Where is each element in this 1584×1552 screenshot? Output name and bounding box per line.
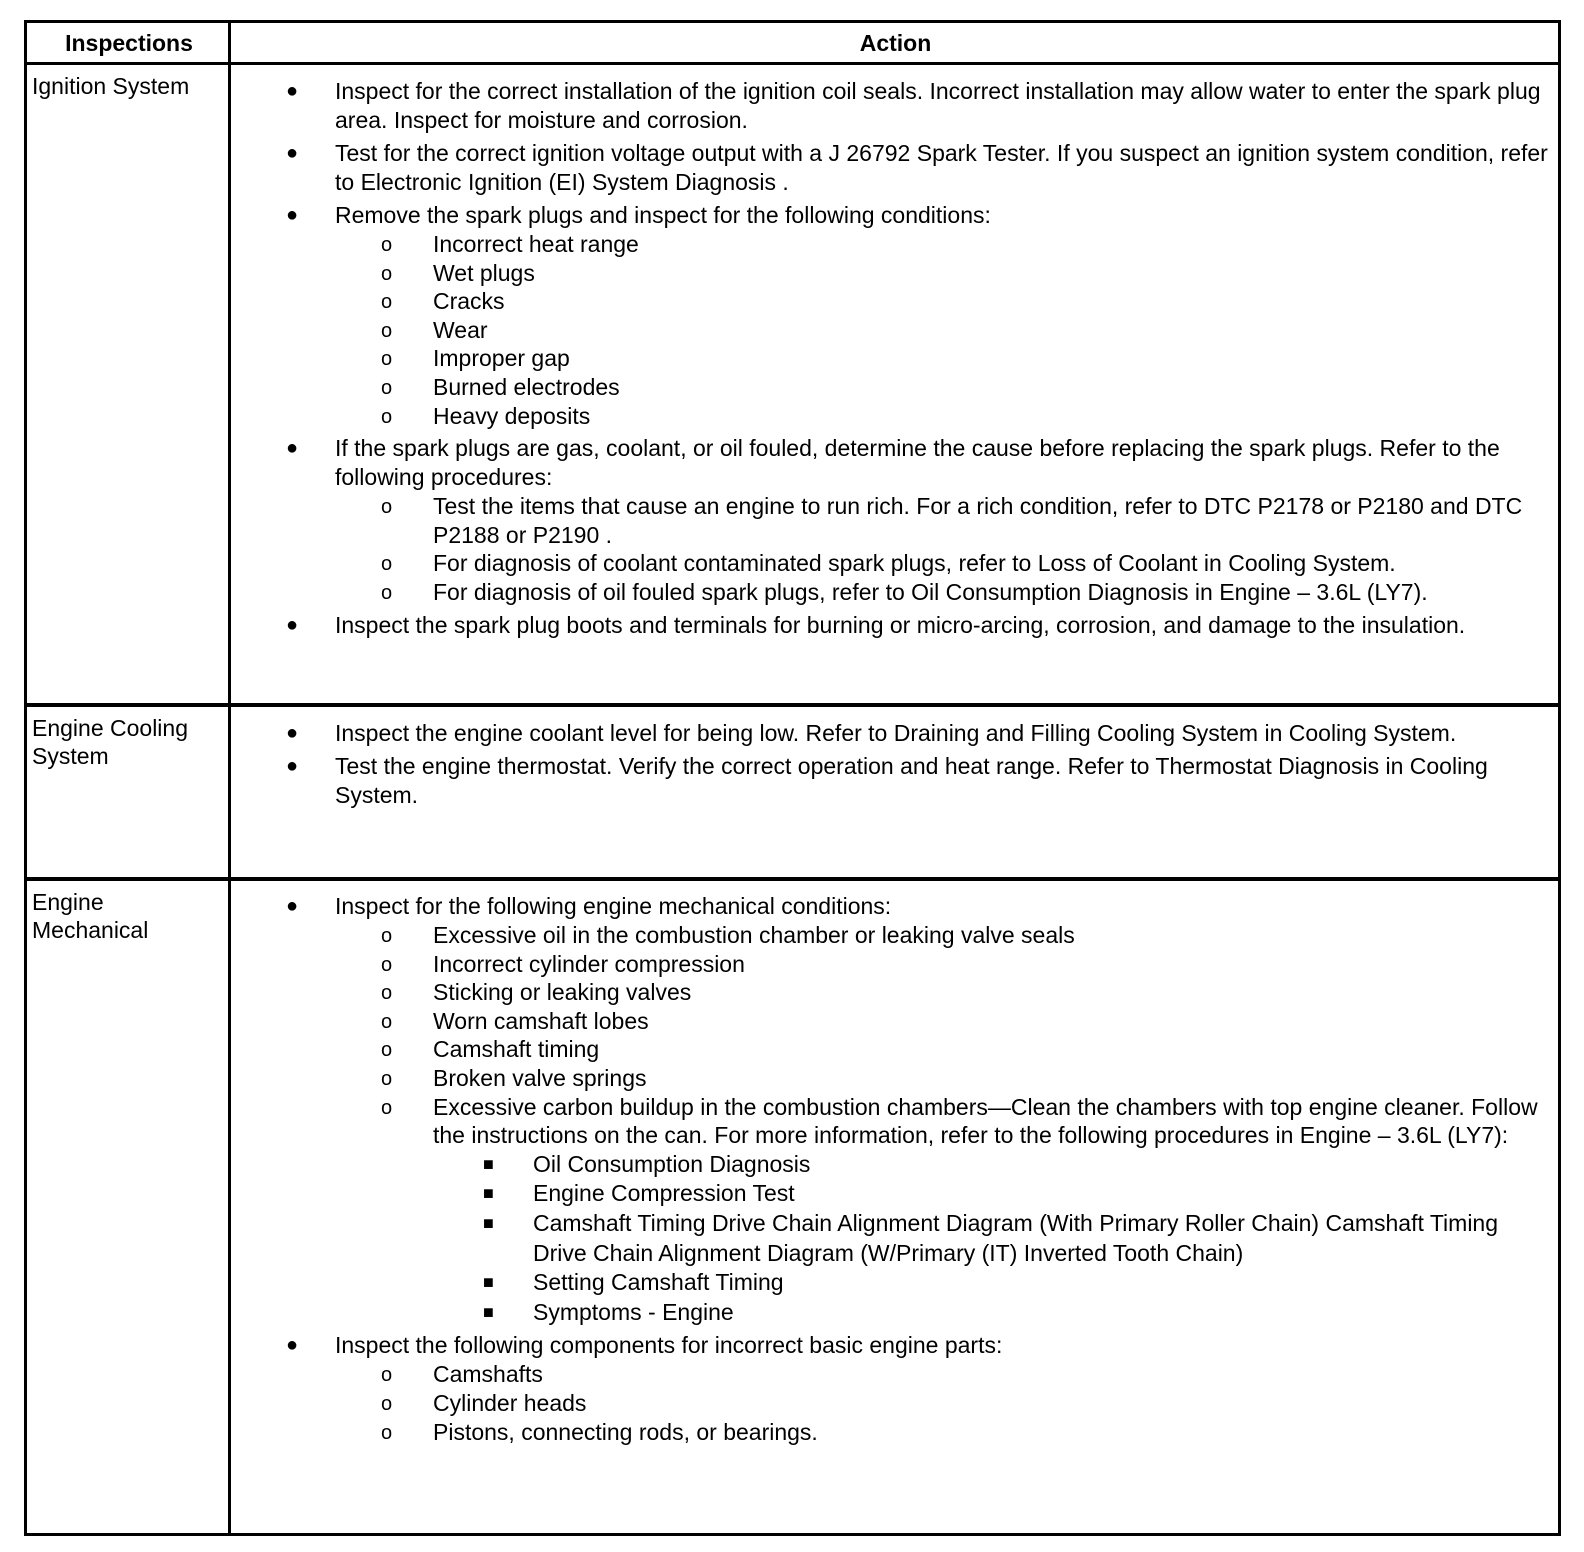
row-label-engine-cooling-system: Engine Cooling System (32, 715, 189, 769)
sub-list-item (333, 1064, 1552, 1093)
sub-sub-item-text: Symptoms - Engine (533, 1298, 734, 1325)
square-bullet-icon: ■ (483, 1183, 494, 1204)
sub-item-text: Worn camshaft lobes (433, 1007, 649, 1034)
circle-bullet-icon: o (381, 1392, 393, 1415)
item-text: Inspect the engine coolant level for being low. Refer to Draining and Filling Cooling System in Cooling System. (335, 720, 1457, 746)
sub-list-item (333, 549, 1552, 578)
list-item (233, 77, 1552, 135)
list-item (233, 201, 1552, 430)
item-text: Test the engine thermostat. Verify the correct operation and heat range. Refer to Thermostat Diagnosis in Cooling System. (335, 753, 1488, 808)
circle-bullet-icon: o (381, 234, 393, 256)
sub-item-text: Wear (433, 316, 488, 343)
sub-list-item (333, 1093, 1552, 1328)
circle-bullet-icon: o (381, 405, 393, 428)
circle-bullet-icon: o (381, 376, 393, 399)
item-text: Test for the correct ignition voltage output with a J 26792 Spark Tester. If you suspect an ignition system condition, refer to Electronic Ignition (EI) System Diagnosis . (335, 140, 1548, 195)
list-item (233, 719, 1552, 748)
ignition-action-list (233, 77, 1552, 640)
row-label-ignition-system: Ignition System (32, 73, 190, 99)
spark-plug-conditions-list (335, 230, 1552, 430)
circle-bullet-icon: o (381, 1364, 393, 1387)
circle-bullet-icon: o (381, 262, 393, 285)
circle-bullet-icon: o (381, 319, 393, 342)
sub-list-item (333, 492, 1552, 549)
sub-sub-list-item (433, 1268, 1552, 1298)
sub-sub-item-text: Camshaft Timing Drive Chain Alignment Diagram (With Primary Roller Chain) Camshaft Timing Drive Chain Alignment Diagram (W/Primary (IT) Inverted Tooth Chain) (533, 1209, 1499, 1266)
sub-list-item (333, 402, 1552, 431)
inspection-table (24, 20, 1561, 1536)
column-divider (228, 23, 231, 1533)
header-action: Action (859, 30, 932, 56)
sub-list-item (333, 1007, 1552, 1036)
sub-sub-list-item (433, 1179, 1552, 1209)
sub-list-item (333, 259, 1552, 288)
sub-item-text: For diagnosis of coolant contaminated spark plugs, refer to Loss of Coolant in Cooling System. (433, 550, 1396, 577)
fouled-plug-procedures-list (335, 492, 1552, 606)
sub-item-text: Excessive oil in the combustion chamber or leaking valve seals (433, 922, 1075, 948)
square-bullet-icon: ■ (483, 1153, 494, 1174)
circle-bullet-icon: o (381, 553, 393, 576)
circle-bullet-icon: o (381, 1039, 393, 1062)
circle-bullet-icon: o (381, 1067, 393, 1090)
sub-item-text: Sticking or leaking valves (433, 979, 692, 1006)
list-item (233, 1331, 1552, 1446)
sub-list-item (333, 287, 1552, 316)
sub-sub-item-text: Setting Camshaft Timing (533, 1269, 784, 1296)
item-text: Inspect the following components for incorrect basic engine parts: (335, 1332, 1003, 1359)
sub-item-text: Broken valve springs (433, 1064, 647, 1091)
sub-item-text: Improper gap (433, 345, 570, 372)
item-text: Inspect for the correct installation of the ignition coil seals. Incorrect installation may allow water to enter the spark plug area. Inspect for moisture and corrosion. (335, 78, 1541, 133)
cooling-action-list (233, 719, 1552, 810)
square-bullet-icon: ■ (483, 1272, 494, 1293)
circle-bullet-icon: o (381, 581, 393, 604)
square-bullet-icon: ■ (483, 1301, 494, 1322)
bullet-icon: ● (286, 613, 299, 636)
sub-item-text: Test the items that cause an engine to run rich. For a rich condition, refer to DTC P2178 or P2180 and DTC P2188 or P2190 . (433, 493, 1523, 548)
sub-list-item (333, 1035, 1552, 1064)
list-item (233, 611, 1552, 640)
bullet-icon: ● (286, 895, 299, 917)
sub-list-item (333, 1360, 1552, 1389)
circle-bullet-icon: o (381, 1010, 393, 1033)
circle-bullet-icon: o (381, 1096, 393, 1119)
sub-list-item (333, 373, 1552, 402)
list-item (233, 139, 1552, 197)
row-divider-2 (27, 877, 1558, 881)
bullet-icon: ● (286, 142, 299, 164)
basic-engine-parts-list (335, 1360, 1552, 1446)
sub-item-text: Heavy deposits (433, 402, 591, 429)
sub-list-item (333, 344, 1552, 373)
sub-sub-item-text: Oil Consumption Diagnosis (533, 1150, 811, 1177)
sub-list-item (333, 921, 1552, 950)
sub-item-text: For diagnosis of oil fouled spark plugs, refer to Oil Consumption Diagnosis in Engine – 3.6L (LY7). (433, 578, 1428, 605)
sub-list-item (333, 978, 1552, 1007)
sub-item-text: Cylinder heads (433, 1389, 587, 1416)
sub-list-item (333, 950, 1552, 979)
circle-bullet-icon: o (381, 348, 393, 371)
sub-sub-list-item (433, 1298, 1552, 1328)
table-header (27, 23, 1558, 65)
circle-bullet-icon: o (381, 291, 393, 314)
list-item (233, 752, 1552, 810)
bullet-icon: ● (286, 755, 299, 777)
row-content-engine-mechanical (233, 892, 1552, 1450)
sub-list-item (333, 316, 1552, 345)
row-label-engine-mechanical: Engine Mechanical (32, 889, 149, 943)
sub-item-text: Excessive carbon buildup in the combustion chambers—Clean the chambers with top engine cleaner. Follow the instructions on the can. For more information, refer to the following procedures in Engine – 3.6L (LY7): (433, 1093, 1538, 1149)
circle-bullet-icon: o (381, 925, 393, 947)
row-divider-1 (27, 703, 1558, 707)
carbon-buildup-procedures-list (433, 1150, 1552, 1328)
list-item (233, 892, 1552, 1327)
bullet-icon: ● (286, 204, 299, 226)
bullet-icon: ● (286, 722, 299, 744)
sub-item-text: Burned electrodes (433, 373, 620, 400)
item-text: Remove the spark plugs and inspect for the following conditions: (335, 202, 991, 228)
item-text: If the spark plugs are gas, coolant, or oil fouled, determine the cause before replacing the spark plugs. Refer to the following procedures: (335, 435, 1500, 491)
circle-bullet-icon: o (381, 1421, 393, 1444)
circle-bullet-icon: o (381, 982, 393, 1005)
bullet-icon: ● (286, 80, 299, 102)
mechanical-conditions-list (335, 921, 1552, 1327)
sub-list-item (333, 1389, 1552, 1418)
sub-sub-item-text: Engine Compression Test (533, 1180, 795, 1207)
bullet-icon: ● (286, 437, 299, 460)
sub-item-text: Camshaft timing (433, 1036, 600, 1063)
list-item (233, 434, 1552, 606)
sub-item-text: Wet plugs (433, 259, 535, 286)
sub-sub-list-item (433, 1150, 1552, 1180)
header-inspections: Inspections (65, 30, 193, 56)
item-text: Inspect for the following engine mechanical conditions: (335, 893, 892, 919)
row-content-engine-cooling-system (233, 719, 1552, 814)
sub-item-text: Incorrect cylinder compression (433, 950, 745, 977)
sub-list-item (333, 578, 1552, 607)
sub-item-text: Camshafts (433, 1361, 543, 1388)
row-content-ignition-system (233, 77, 1552, 644)
circle-bullet-icon: o (381, 953, 393, 976)
sub-item-text: Pistons, connecting rods, or bearings. (433, 1418, 818, 1445)
circle-bullet-icon: o (381, 496, 393, 519)
item-text: Inspect the spark plug boots and terminals for burning or micro-arcing, corrosion, and damage to the insulation. (335, 611, 1466, 638)
sub-list-item (333, 1418, 1552, 1447)
mechanical-action-list (233, 892, 1552, 1446)
sub-list-item (333, 230, 1552, 259)
square-bullet-icon: ■ (483, 1212, 494, 1233)
sub-item-text: Cracks (433, 288, 505, 315)
bullet-icon: ● (286, 1334, 299, 1357)
sub-sub-list-item (433, 1209, 1552, 1268)
sub-item-text: Incorrect heat range (433, 231, 639, 257)
